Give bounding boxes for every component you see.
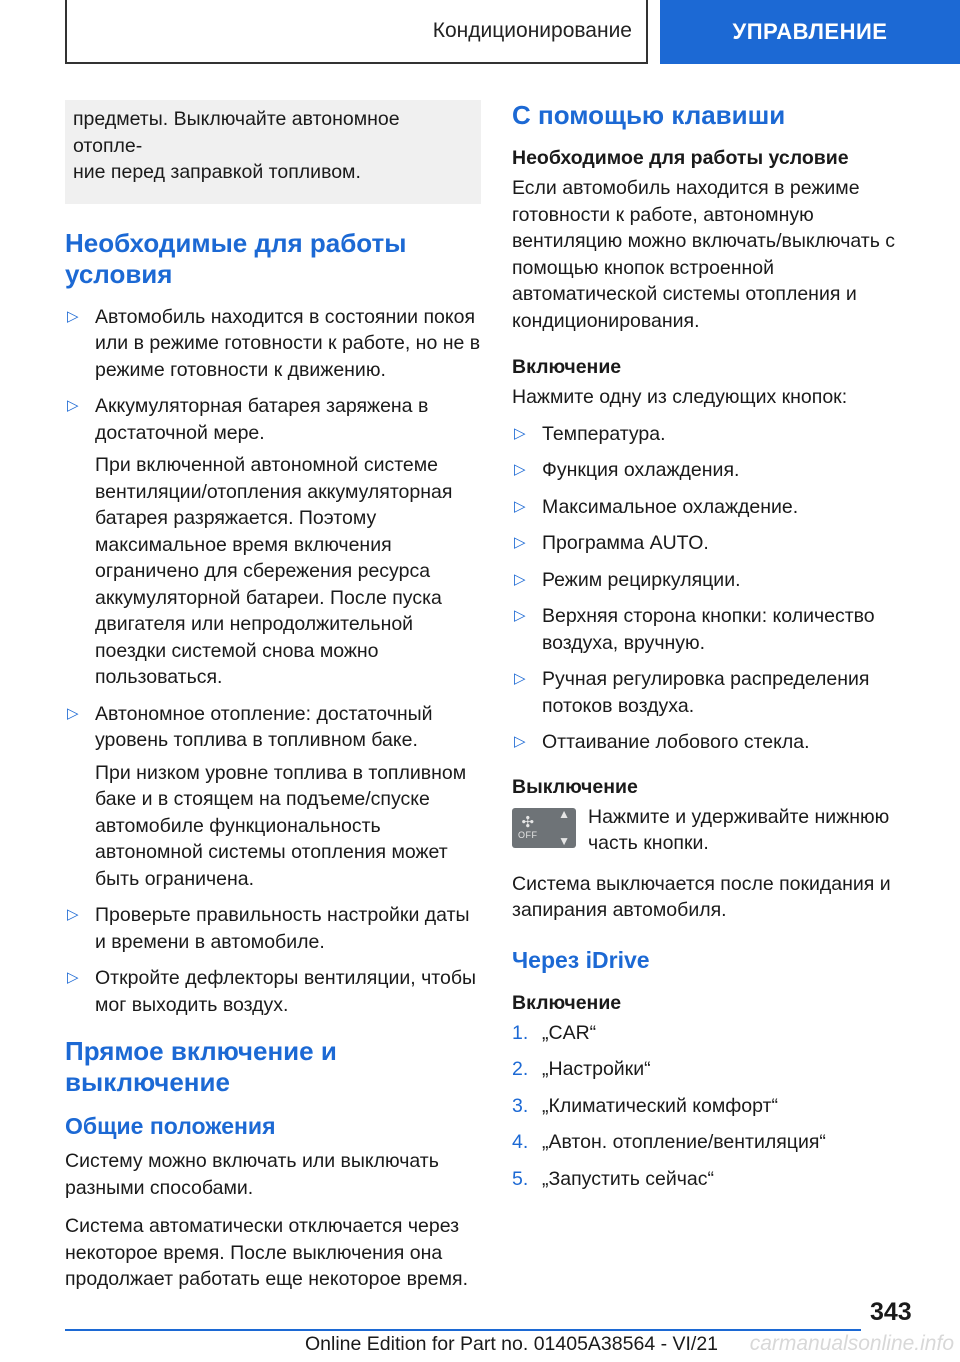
switch-off-row [512,804,917,857]
list-item [512,457,917,484]
step-number: 2. [512,1058,529,1080]
note-line-2: ние перед заправкой топливом. [73,161,361,183]
heading-requirement: Необходимое для работы условие [512,147,849,169]
conditions-list [65,304,481,1019]
list-item-text: Температура. [542,422,666,445]
up-down-arrows-icon: ▲ ▼ [558,807,570,848]
list-item [512,421,917,448]
step-number: 1. [512,1021,529,1044]
page-number: 343 [870,1298,912,1326]
triangle-bullet-icon: ▷ [67,969,79,986]
triangle-bullet-icon: ▷ [514,461,526,478]
step-text: „Запустить сейчас“ [542,1167,715,1190]
list-item [65,965,481,1018]
list-item-text: Оттаивание лобового стекла. [542,731,810,753]
triangle-bullet-icon: ▷ [514,670,526,687]
list-item-text: Автомобиль находится в состоянии покоя или в режиме готовности к работе, но не в режиме готовности к движению. [95,305,481,381]
heading-conditions: Необходимые для работы условия [65,227,407,289]
heading-direct: Прямое включение и выключение [65,1036,337,1097]
heading-switch-on: Включение [512,356,622,378]
list-item-text: Режим рециркуляции. [542,568,741,591]
buttons-list [512,421,917,756]
triangle-bullet-icon: ▷ [67,906,79,923]
step-number: 3. [512,1094,529,1117]
step-text: „Настройки“ [542,1058,651,1080]
list-item-subtext: При включенной автономной системе вентиляции/отопления аккумуляторная батарея разряжается. Поэтому максимальное время включения ограничено для сбережения ресурса аккумуляторной батареи. После пуска двигателя или непродолжительной поездки системой снова можно пользоваться. [95,454,453,688]
list-item [65,902,481,955]
triangle-bullet-icon: ▷ [514,497,526,515]
triangle-bullet-icon: ▷ [514,607,526,624]
note-box [65,100,481,204]
step-text: „Климатический комфорт“ [542,1094,778,1117]
triangle-bullet-icon: ▷ [514,424,526,442]
header-chapter-title: УПРАВЛЕНИЕ [732,19,888,44]
list-item-text: Откройте дефлекторы вентиляции, чтобы мог выходить воздух. [95,967,477,1016]
list-item [65,393,481,691]
paragraph-switch-off-2: Система выключается после покидания и запирания автомобиля. [512,872,891,921]
heading-idrive: Через iDrive [512,946,650,973]
triangle-bullet-icon: ▷ [67,307,79,325]
triangle-bullet-icon: ▷ [514,733,526,750]
step-number: 5. [512,1167,529,1190]
header-section [65,0,648,64]
list-item-text: Максимальное охлаждение. [542,495,799,518]
list-item [512,1129,917,1156]
idrive-steps-list [512,1020,917,1193]
list-item [512,567,917,594]
list-item [512,530,917,557]
heading-button: С помощью клавиши [512,100,786,130]
footer-edition: Online Edition for Part no. 01405A38564 - VI/21 [305,1333,719,1355]
heading-switch-off: Выключение [512,775,638,798]
left-column [65,100,481,1305]
list-item-subtext: При низком уровне топлива в топливном баке и в стоящем на подъеме/спуске автомобиле функциональность автономной системы отопления может быть ограничена. [95,761,467,890]
triangle-bullet-icon: ▷ [67,397,79,414]
list-item [65,304,481,384]
list-item-text: Верхняя сторона кнопки: количество воздуха, вручную. [542,605,875,654]
list-item [512,666,917,719]
note-line-1: предметы. Выключайте автономное отопле- [73,108,400,157]
right-column [512,100,917,1204]
list-item-text: Функция охлаждения. [542,459,740,481]
watermark: carmanualsonline.info [749,1332,954,1355]
triangle-bullet-icon: ▷ [514,534,526,551]
list-item-text: Ручная регулировка распределения потоков воздуха. [542,668,870,717]
step-text: „Автон. отопление/вентиляция“ [542,1131,826,1153]
list-item-text: Проверьте правильность настройки даты и времени в автомобиле. [95,904,470,953]
heading-general: Общие положения [65,1113,276,1139]
list-item [512,1056,917,1083]
header-section-title: Кондиционирование [432,19,632,42]
list-item [512,603,917,656]
paragraph-general-2: Система автоматически отключается через некоторое время. После выключения она продолжает работать еще некоторое время. [65,1215,468,1290]
heading-switch-on-idrive: Включение [512,991,622,1014]
list-item [512,729,917,756]
paragraph-switch-on: Нажмите одну из следующих кнопок: [512,386,848,408]
fan-icon: ✣ OFF [518,813,538,840]
list-item [512,1166,917,1193]
header-chapter [660,0,960,64]
paragraph-switch-off: Нажмите и удерживайте нижнюю часть кнопки. [588,805,890,854]
footer-divider [65,1329,861,1331]
list-item [65,701,481,893]
off-label: OFF [518,829,538,840]
step-number: 4. [512,1131,529,1153]
list-item-text: Программа AUTO. [542,532,709,554]
paragraph-general-1: Систему можно включать или выключать разными способами. [65,1150,439,1199]
list-item [512,494,917,521]
triangle-bullet-icon: ▷ [67,704,79,722]
fan-off-button-image [512,808,576,848]
list-item [512,1093,917,1120]
list-item-text: Аккумуляторная батарея заряжена в достаточной мере. [95,395,429,444]
step-text: „CAR“ [542,1021,597,1044]
triangle-bullet-icon: ▷ [514,570,526,588]
list-item [512,1020,917,1047]
paragraph-requirement: Если автомобиль находится в режиме готовности к работе, автономную вентиляцию можно включать/выключать с помощью кнопок встроенной автоматической системы отопления и кондиционирования. [512,177,896,332]
list-item-text: Автономное отопление: достаточный уровень топлива в топливном баке. [95,702,433,751]
